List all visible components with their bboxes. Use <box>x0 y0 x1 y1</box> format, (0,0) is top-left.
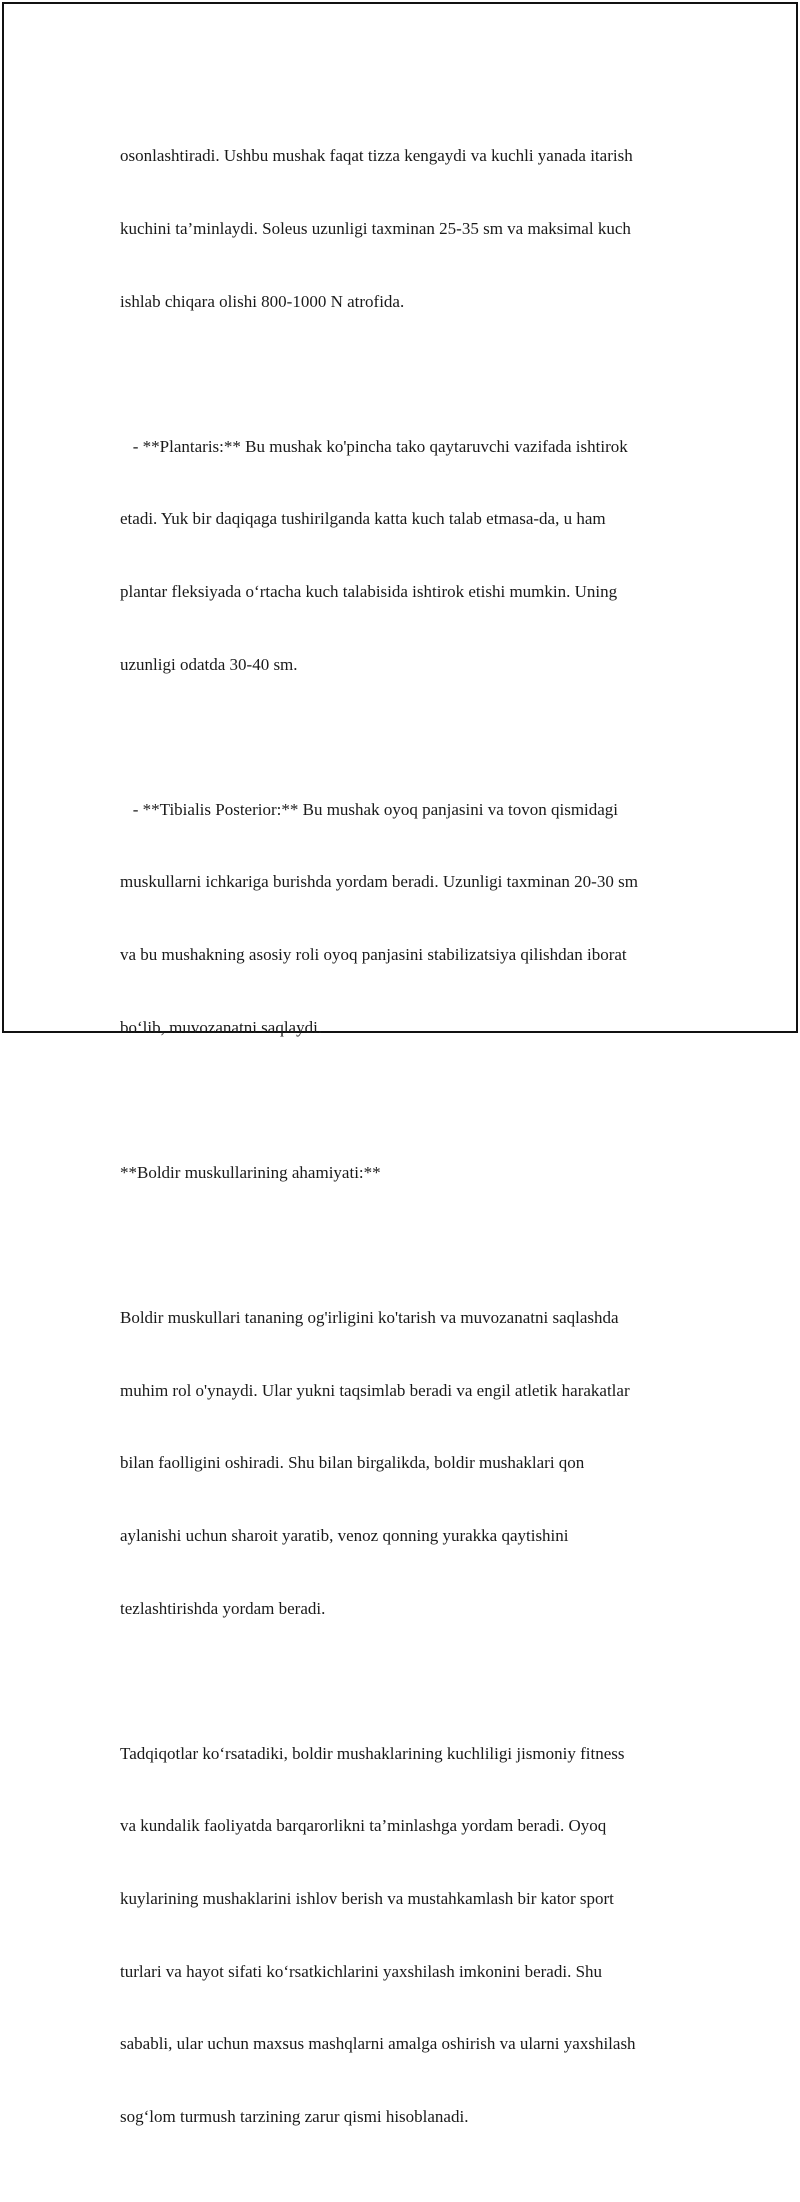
text-line: etadi. Yuk bir daqiqaga tushirilganda katta kuch talab etmasa-da, u ham <box>120 509 606 529</box>
text-line: turlari va hayot sifati ko‘rsatkichlarini yaxshilash imkonini beradi. Shu <box>120 1961 603 1981</box>
text-line: plantar fleksiyada o‘rtacha kuch talabisida ishtirok etishi mumkin. Uning <box>120 582 618 602</box>
text-line: tezlashtirishda yordam beradi. <box>120 1598 326 1618</box>
heading-line: **Boldir muskullarining ahamiyati:** <box>120 1162 381 1182</box>
text-line: - **Plantaris:** Bu mushak ko'pincha tako qaytaruvchi vazifada ishtirok <box>120 436 628 456</box>
text-line: sog‘lom turmush tarzining zarur qismi hisoblanadi. <box>120 2106 469 2126</box>
text-line: ishlab chiqara olishi 800-1000 N atrofida. <box>120 291 405 311</box>
text-line: kuchini ta’minlaydi. Soleus uzunligi taxminan 25-35 sm va maksimal kuch <box>120 219 631 239</box>
section-heading <box>120 1112 700 1233</box>
text-line: osonlashtiradi. Ushbu mushak faqat tizza kengaydi va kuchli yanada itarish <box>120 146 633 166</box>
text-line: uzunligi odatda 30-40 sm. <box>120 654 298 674</box>
text-line: sababli, ular uchun maxsus mashqlarni amalga oshirish va ularni yaxshilash <box>120 2034 636 2054</box>
text-line: Boldir muskullari tananing og'irligini ko'tarish va muvozanatni saqlashda <box>120 1308 619 1328</box>
document-body <box>120 96 700 2202</box>
text-line: bo‘lib, muvozanatni saqlaydi. <box>120 1017 323 1037</box>
text-line: bilan faolligini oshiradi. Shu bilan birgalikda, boldir mushaklari qon <box>120 1453 585 1473</box>
paragraph-tibialis-posterior <box>120 749 700 1088</box>
document-page <box>2 2 798 2126</box>
text-line: Tadqiqotlar ko‘rsatadiki, boldir mushaklarining kuchliligi jismoniy fitness <box>120 1743 625 1763</box>
text-line: aylanishi uchun sharoit yaratib, venoz qonning yurakka qaytishini <box>120 1525 569 1545</box>
text-line: muhim rol o'ynaydi. Ular yukni taqsimlab beradi va engil atletik harakatlar <box>120 1380 630 1400</box>
text-line: muskullarni ichkariga burishda yordam beradi. Uzunligi taxminan 20-30 sm <box>120 872 638 892</box>
text-line: va kundalik faoliyatda barqarorlikni ta’minlashga yordam beradi. Oyoq <box>120 1816 607 1836</box>
text-line: va bu mushakning asosiy roli oyoq panjasini stabilizatsiya qilishdan iborat <box>120 945 627 965</box>
paragraph-plantaris <box>120 386 700 725</box>
paragraph-research <box>120 1693 700 2177</box>
text-line: - **Tibialis Posterior:** Bu mushak oyoq panjasini va tovon qismidagi <box>120 799 619 819</box>
text-line: kuylarining mushaklarini ishlov berish va mustahkamlash bir kator sport <box>120 1888 614 1908</box>
paragraph-soleus-continued <box>120 96 700 362</box>
paragraph-importance <box>120 1258 700 1669</box>
